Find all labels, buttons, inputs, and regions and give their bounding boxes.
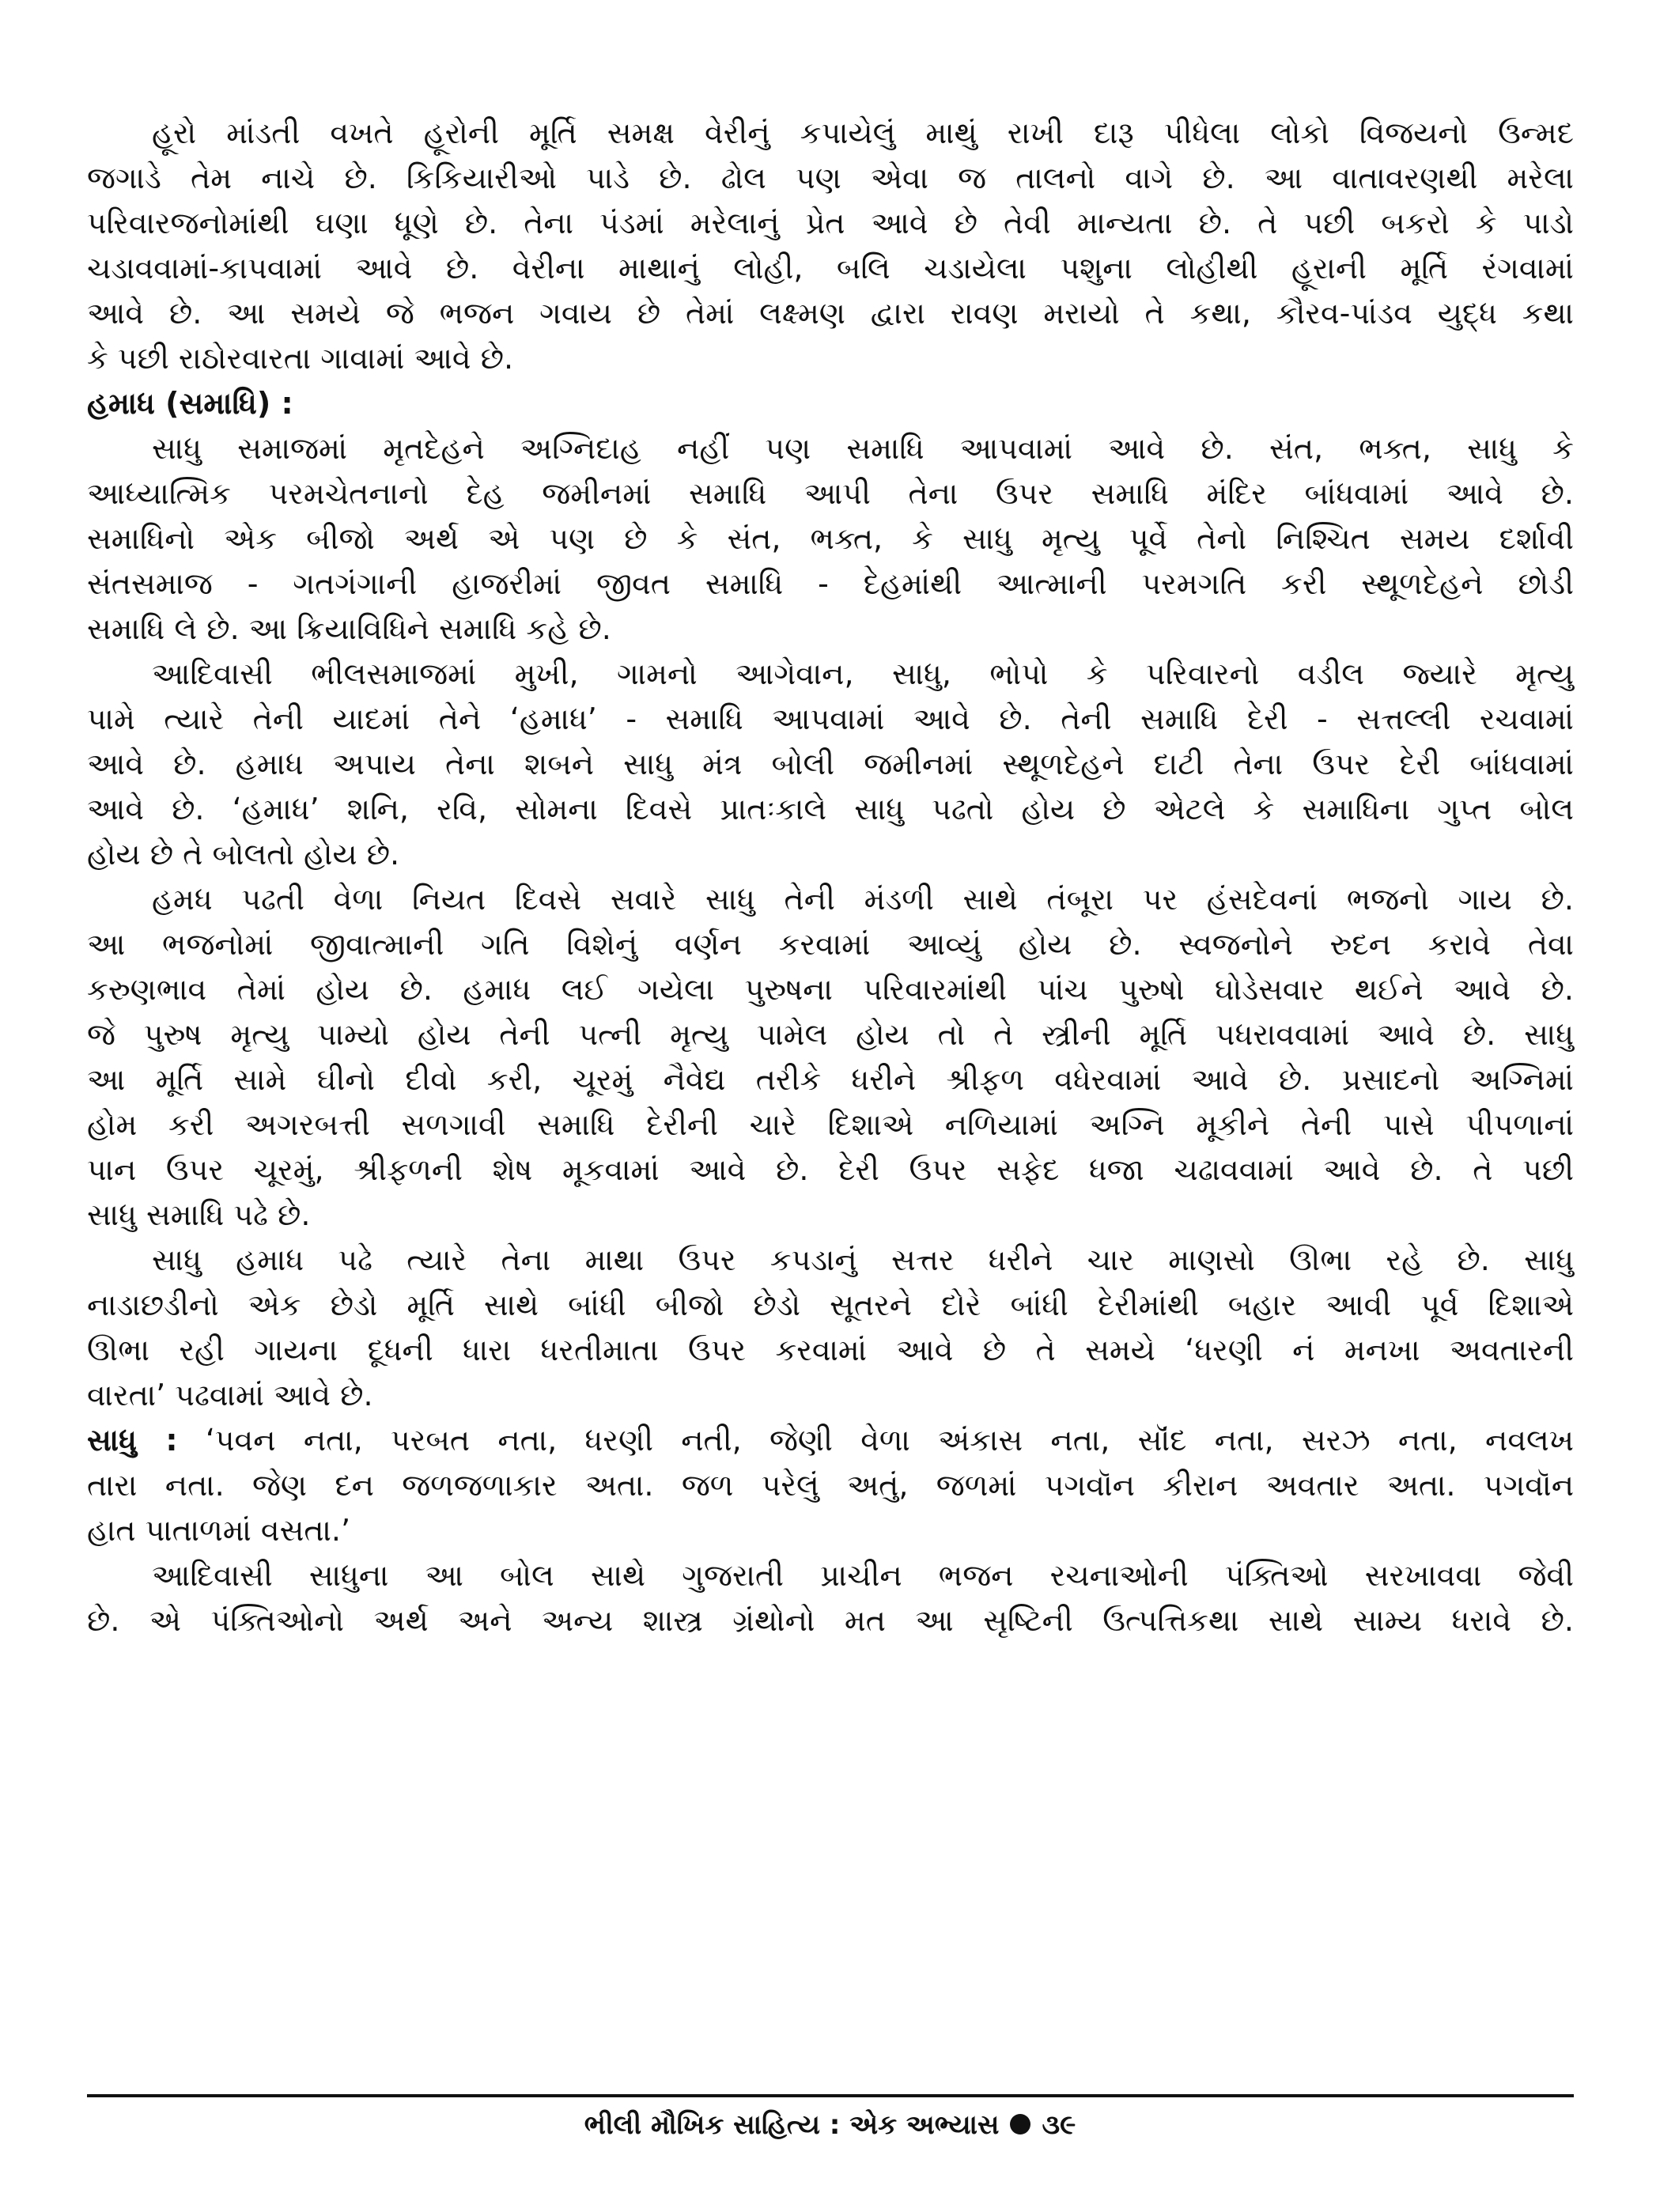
text-line: કરુણભાવ તેમાં હોય છે. હમાધ લઈ ગયેલા પુરુષના પરિવારમાંથી પાંચ પુરુષો ઘોડેસવાર થઈને આવે છે. <box>87 972 1574 1007</box>
text-line: આદિવાસી ભીલસમાજમાં મુખી, ગામનો આગેવાન, સાધુ, ભોપો કે પરિવારનો વડીલ જ્યારે મૃત્યુ <box>152 656 1574 691</box>
text-line: આવે છે. ‘હમાધ’ શનિ, રવિ, સોમના દિવસે પ્રાતઃકાલે સાધુ પઢતો હોય છે એટલે કે સમાધિના ગુપ્ત બોલ <box>87 792 1574 826</box>
text-line: સંતસમાજ - ગતગંગાની હાજરીમાં જીવત સમાધિ - દેહમાંથી આત્માની પરમગતિ કરી સ્થૂળદેહને છોડી <box>87 566 1574 601</box>
paragraph-comparison <box>87 1553 1574 1643</box>
text-line: છે. એ પંક્તિઓનો અર્થ અને અન્ય શાસ્ત્ર ગ્રંથોનો મત આ સૃષ્ટિની ઉત્પત્તિકથા સાથે સામ્ય ધરાવે છે. <box>87 1603 1574 1638</box>
text-line: જે પુરુષ મૃત્યુ પામ્યો હોય તેની પત્ની મૃત્યુ પામેલ હોય તો તે સ્ત્રીની મૂર્તિ પધરાવવામાં આવે છે. સાધુ <box>87 1017 1574 1052</box>
text-line: આ મૂર્તિ સામે ઘીનો દીવો કરી, ચૂરમું નૈવેદ્ય તરીકે ધરીને શ્રીફળ વધેરવામાં આવે છે. પ્રસાદનો અગ્નિમાં <box>87 1062 1574 1097</box>
text-line: હમધ પઢતી વેળા નિયત દિવસે સવારે સાધુ તેની મંડળી સાથે તંબૂરા પર હંસદેવનાં ભજનો ગાય છે. <box>152 882 1574 917</box>
text-line: ચડાવવામાં-કાપવામાં આવે છે. વેરીના માથાનું લોહી, બલિ ચડાયેલા પશુના લોહીથી હૂરાની મૂર્તિ રંગવામાં <box>87 251 1574 285</box>
text-line: સાધુ હમાધ પઢે ત્યારે તેના માથા ઉપર કપડાનું સત્તર ધરીને ચાર માણસો ઊભા રહે છે. સાધુ <box>152 1242 1574 1277</box>
bullet-icon <box>1010 2114 1030 2134</box>
footer-divider <box>87 2094 1574 2097</box>
text-line: આવે છે. હમાધ અપાય તેના શબને સાધુ મંત્ર બોલી જમીનમાં સ્થૂળદેહને દાટી તેના ઉપર દેરી બાંધવામાં <box>87 747 1574 781</box>
text-line: સમાધિનો એક બીજો અર્થ એ પણ છે કે સંત, ભક્ત, કે સાધુ મૃત્યુ પૂર્વે તેનો નિશ્ચિત સમય દર્શાવી <box>87 521 1574 556</box>
page-number: ૩૯ <box>1042 2109 1076 2141</box>
quote-first-line <box>87 1418 1574 1463</box>
text-line: પાન ઉપર ચૂરમું, શ્રીફળની શેષ મૂકવામાં આવે છે. દેરી ઉપર સફેદ ધજા ચઢાવવામાં આવે છે. તે પછી <box>87 1152 1574 1187</box>
page-footer <box>0 2105 1660 2145</box>
paragraph-samadhi-definition <box>87 426 1574 652</box>
sadhu-quote <box>87 1418 1574 1553</box>
paragraph-milk-offering <box>87 1238 1574 1418</box>
text-line: વારતા’ પઢવામાં આવે છે. <box>87 1378 373 1412</box>
text-line: આ ભજનોમાં જીવાત્માની ગતિ વિશેનું વર્ણન કરવામાં આવ્યું હોય છે. સ્વજનોને રુદન કરાવે તેવા <box>87 927 1574 962</box>
text-line: જગાડે તેમ નાચે છે. કિકિયારીઓ પાડે છે. ઢોલ પણ એવા જ તાલનો વાગે છે. આ વાતાવરણથી મરેલા <box>87 161 1574 195</box>
quote-text: ‘પવન નતા, પરબત નતા, ધરણી નતી, જેણી વેળા અંકાસ નતા, સૉંદ નતા, સરઝ નતા, નવલખ <box>177 1423 1574 1458</box>
text-line: સાધુ સમાધિ પઢે છે. <box>87 1197 311 1232</box>
book-title: ભીલી મૌખિક સાહિત્ય : એક અભ્યાસ <box>584 2109 1000 2141</box>
text-line: હાત પાતાળમાં વસતા.’ <box>87 1513 351 1548</box>
text-line: હોમ કરી અગરબત્તી સળગાવી સમાધિ દેરીની ચારે દિશાએ નળિયામાં અગ્નિ મૂકીને તેની પાસે પીપળાનાં <box>87 1107 1574 1142</box>
section-heading: હમાધ (સમાધિ) : <box>87 386 293 421</box>
text-line: પરિવારજનોમાંથી ઘણા ધૂણે છે. તેના પંડમાં મરેલાનું પ્રેત આવે છે તેવી માન્યતા છે. તે પછી બકરો કે પાડો <box>87 206 1574 240</box>
paragraph-hamadh-ceremony <box>87 877 1574 1238</box>
text-line: સમાધિ લે છે. આ ક્રિયાવિધિને સમાધિ કહે છે. <box>87 611 611 646</box>
paragraph-bhil-hamadh <box>87 652 1574 877</box>
text-line: આધ્યાત્મિક પરમચેતનાનો દેહ જમીનમાં સમાધિ આપી તેના ઉપર સમાધિ મંદિર બાંધવામાં આવે છે. <box>87 476 1574 511</box>
text-line: હૂરો માંડતી વખતે હૂરોની મૂર્તિ સમક્ષ વેરીનું કપાયેલું માથું રાખી દારૂ પીધેલા લોકો વિજયનો ઉન્મદ <box>152 115 1574 150</box>
text-line: કે પછી રાઠોરવારતા ગાવામાં આવે છે. <box>87 341 514 376</box>
text-line: ઊભા રહી ગાયના દૂધની ધારા ધરતીમાતા ઉપર કરવામાં આવે છે તે સમયે ‘ધરણી નં મનખા અવતારની <box>87 1333 1574 1367</box>
text-line: હોય છે તે બોલતો હોય છે. <box>87 837 400 872</box>
page-body <box>87 111 1574 1643</box>
quote-speaker: સાધુ : <box>87 1423 178 1458</box>
text-line: તારા નતા. જેણ દન જળજળાકાર અતા. જળ પરેલું અતું, જળમાં પગવૉન કીરાન અવતાર અતા. પગવૉન <box>87 1468 1574 1503</box>
text-line: નાડાછડીનો એક છેડો મૂર્તિ સાથે બાંધી બીજો છેડો સૂતરને દોરે બાંધી દેરીમાંથી બહાર આવી પૂર્વ દિશાએ <box>87 1287 1574 1322</box>
text-line: સાધુ સમાજમાં મૃતદેહને અગ્નિદાહ નહીં પણ સમાધિ આપવામાં આવે છે. સંત, ભક્ત, સાધુ કે <box>152 431 1574 466</box>
paragraph-hooro-ritual <box>87 111 1574 381</box>
text-line: આદિવાસી સાધુના આ બોલ સાથે ગુજરાતી પ્રાચીન ભજન રચનાઓની પંક્તિઓ સરખાવવા જેવી <box>152 1558 1574 1593</box>
text-line: પામે ત્યારે તેની યાદમાં તેને ‘હમાધ’ - સમાધિ આપવામાં આવે છે. તેની સમાધિ દેરી - સત્તલ્લી રચવામાં <box>87 701 1574 736</box>
text-line: આવે છે. આ સમયે જે ભજન ગવાય છે તેમાં લક્ષ્મણ દ્વારા રાવણ મરાયો તે કથા, કૌરવ-પાંડવ યુદ્ધ કથા <box>87 296 1574 331</box>
